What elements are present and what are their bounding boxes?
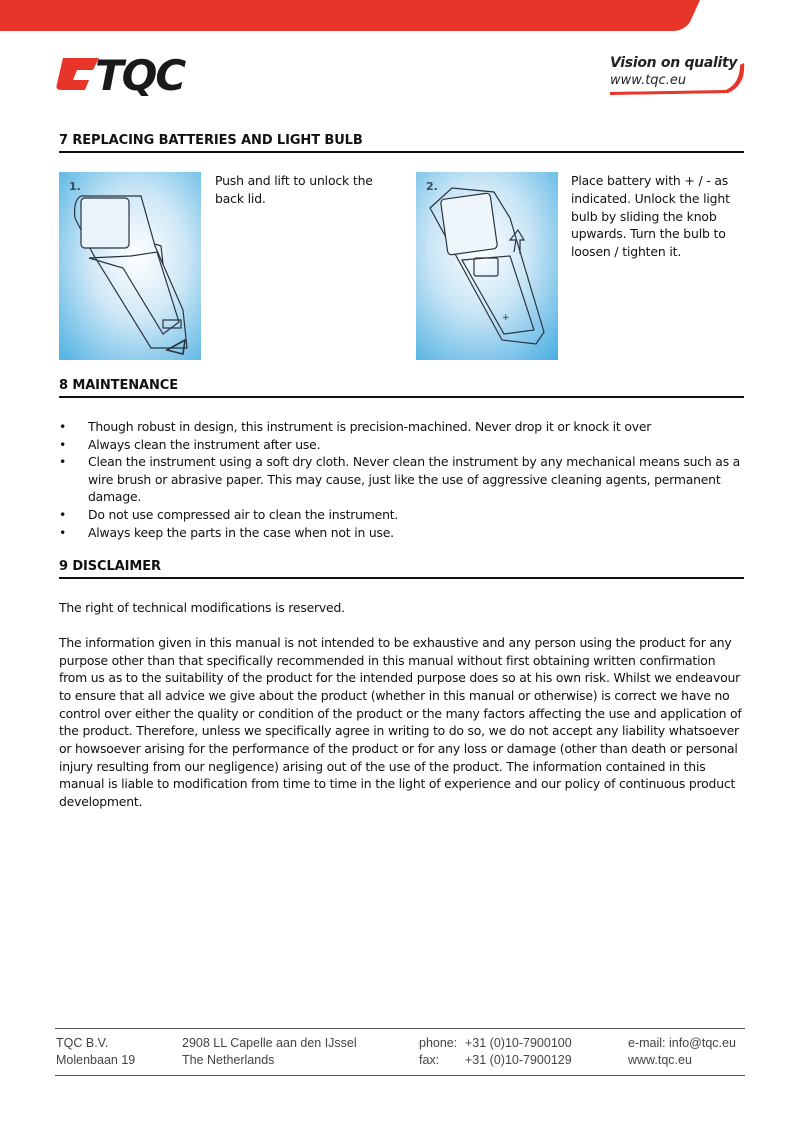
- footer-divider-top: [55, 1028, 745, 1029]
- slogan-line1: Vision on quality: [610, 55, 738, 71]
- section-disclaimer: [59, 559, 744, 579]
- disclaimer-paragraph-1: The right of technical modifications is reserved.: [59, 600, 345, 615]
- bullet-icon: •: [59, 524, 67, 540]
- footer-contact: [628, 1035, 736, 1069]
- header-accent-bar: [0, 0, 793, 34]
- footer-fax-label: fax:: [419, 1053, 440, 1067]
- footer-email-label: e-mail:: [628, 1036, 666, 1050]
- illustration-step2: [416, 172, 558, 360]
- list-item-text: Always keep the parts in the case when not in use.: [88, 524, 394, 540]
- bullet-icon: •: [59, 506, 67, 522]
- list-item: [59, 418, 744, 436]
- list-item: [59, 506, 744, 524]
- footer-phone-fax: [419, 1035, 572, 1069]
- bullet-icon: •: [59, 454, 67, 470]
- list-item-text: Clean the instrument using a soft dry cloth. Never clean the instrument by any mechanical means such as a wire brush or abrasive paper. This may cause, just like the use of aggressive cleaning agents, permanent damage.: [88, 454, 741, 505]
- list-item-text: Though robust in design, this instrument is precision-machined. Never drop it or knock it over: [88, 419, 652, 434]
- section-title-replacing: 7 REPLACING BATTERIES AND LIGHT BULB: [59, 133, 744, 153]
- list-item-text: Always clean the instrument after use.: [88, 436, 321, 452]
- step2-number: 2.: [426, 180, 438, 193]
- list-item: [59, 524, 744, 542]
- tqc-logo: [55, 54, 237, 96]
- list-item: [59, 436, 744, 454]
- step1-caption: Push and lift to unlock the back lid.: [215, 173, 373, 206]
- disclaimer-paragraph-2: The information given in this manual is not intended to be exhaustive and any person using the product for any purpose other than that specifically recommended in this manual without first obtaining written confirmation from us as to the suitability of the product for the intended purpose does so at his own risk. Whilst we endeavour to ensure that all advice we give about the product (whether in this manual or otherwise) is correct we have no control over either the quality or condition of the product or the many factors affecting the use and application of the product. Therefore, unless we specifically agree in writing to do so, we do not accept any liability whatsoever or howsoever arising for the performance of the product or for any loss or damage (other than death or personal injury resulting from our negligence) arising out of the use of the product. The information contained in this manual is liable to modification from time to time in the light of experience and our policy of continuous product development.: [59, 635, 742, 809]
- svg-text:+: +: [502, 313, 510, 323]
- step2-caption: Place battery with + / - as indicated. Unlock the light bulb by sliding the knob upwards. Turn the bulb to loosen / tighten it.: [571, 173, 730, 260]
- footer-email[interactable]: info@tqc.eu: [669, 1036, 736, 1050]
- slogan-line2: www.tqc.eu: [610, 73, 687, 88]
- footer-phone-label: phone:: [419, 1036, 458, 1050]
- svg-text:TQC: TQC: [95, 54, 185, 96]
- footer-city: 2908 LL Capelle aan den IJssel: [182, 1036, 357, 1050]
- illustration-step1: [59, 172, 201, 360]
- bullet-icon: •: [59, 436, 67, 452]
- section-title-disclaimer: 9 DISCLAIMER: [59, 559, 744, 579]
- list-item-text: Do not use compressed air to clean the instrument.: [88, 506, 399, 522]
- footer-fax: +31 (0)10-7900129: [465, 1053, 572, 1067]
- section-title-maintenance: 8 MAINTENANCE: [59, 378, 744, 398]
- footer-web[interactable]: www.tqc.eu: [628, 1053, 692, 1067]
- step1-number: 1.: [69, 180, 81, 193]
- bullet-icon: •: [59, 419, 67, 434]
- footer-phone: +31 (0)10-7900100: [465, 1036, 572, 1050]
- maintenance-list: [59, 418, 744, 541]
- slogan: [606, 55, 748, 99]
- section-maintenance: [59, 378, 744, 398]
- footer-street: Molenbaan 19: [56, 1053, 136, 1067]
- footer-company: [56, 1035, 135, 1069]
- list-item: [59, 453, 744, 506]
- footer-address: [182, 1035, 357, 1069]
- section-replacing: [59, 133, 744, 153]
- footer-country: The Netherlands: [182, 1053, 275, 1067]
- footer-divider-bottom: [55, 1075, 745, 1076]
- footer-company-name: TQC B.V.: [56, 1036, 109, 1050]
